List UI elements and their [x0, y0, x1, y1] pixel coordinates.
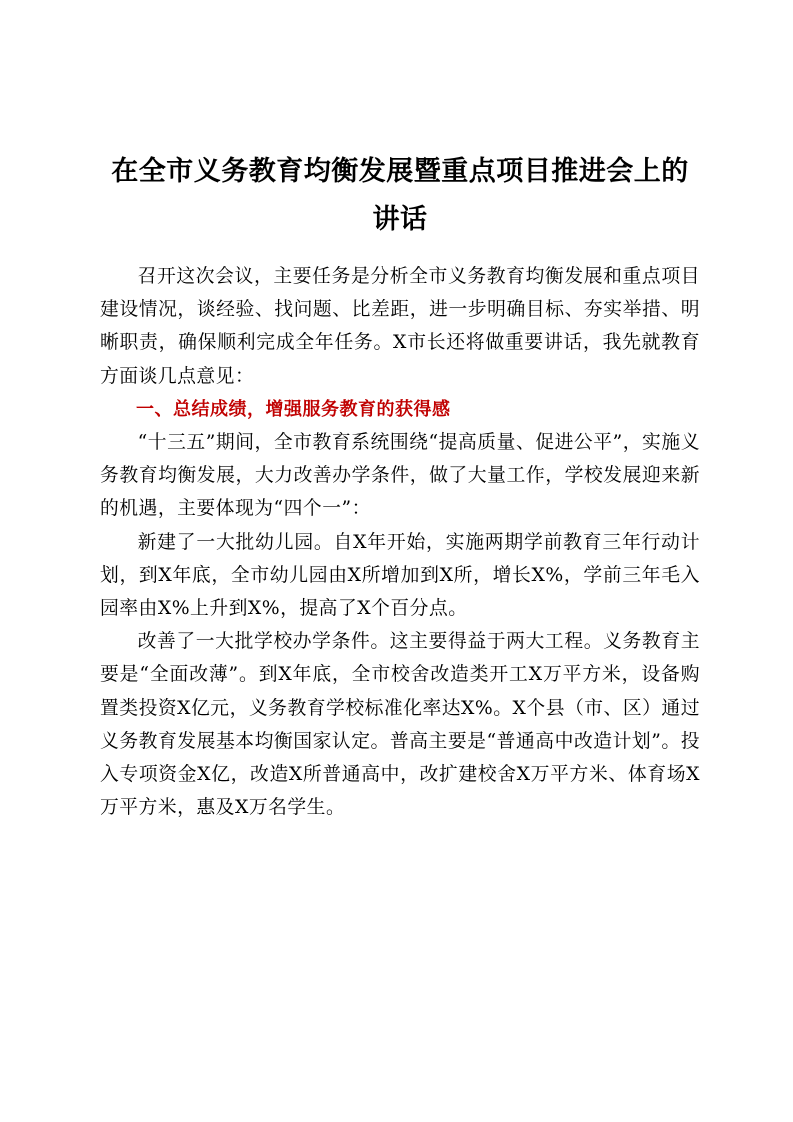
intro-paragraph: 召开这次会议，主要任务是分析全市义务教育均衡发展和重点项目建设情况，谈经验、找问题、比差距，进一步明确目标、夯实举措、明晰职责，确保顺利完成全年任务。X市长还将做重要讲话，我先就教育方面谈几点意见：	[100, 266, 700, 387]
overview-paragraph: “十三五”期间，全市教育系统围绕“提高质量、促进公平”，实施义务教育均衡发展，大力改善办学条件，做了大量工作，学校发展迎来新的机遇，主要体现为“四个一”：	[100, 432, 700, 520]
section-heading-1: 一、总结成绩，增强服务教育的获得感	[136, 398, 451, 420]
school-conditions-paragraph: 改善了一大批学校办学条件。这主要得益于两大工程。义务教育主要是“全面改薄”。到X年底，全市校舍改造类开工X万平方米，设备购置类投资X亿元，义务教育学校标准化率达X%。X个县（市、区）通过义务教育发展基本均衡国家认定。普高主要是“普通高中改造计划”。投入专项资金X亿，改造X所普通高中，改扩建校舍X万平方米、体育场X万平方米，惠及X万名学生。	[100, 631, 700, 819]
document-body	[100, 260, 700, 824]
kindergarten-paragraph: 新建了一大批幼儿园。自X年开始，实施两期学前教育三年行动计划，到X年底，全市幼儿园由X所增加到X所，增长X%，学前三年毛入园率由X%上升到X%，提高了X个百分点。	[100, 531, 700, 620]
page-title: 在全市义务教育均衡发展暨重点项目推进会上的讲话	[111, 156, 689, 235]
